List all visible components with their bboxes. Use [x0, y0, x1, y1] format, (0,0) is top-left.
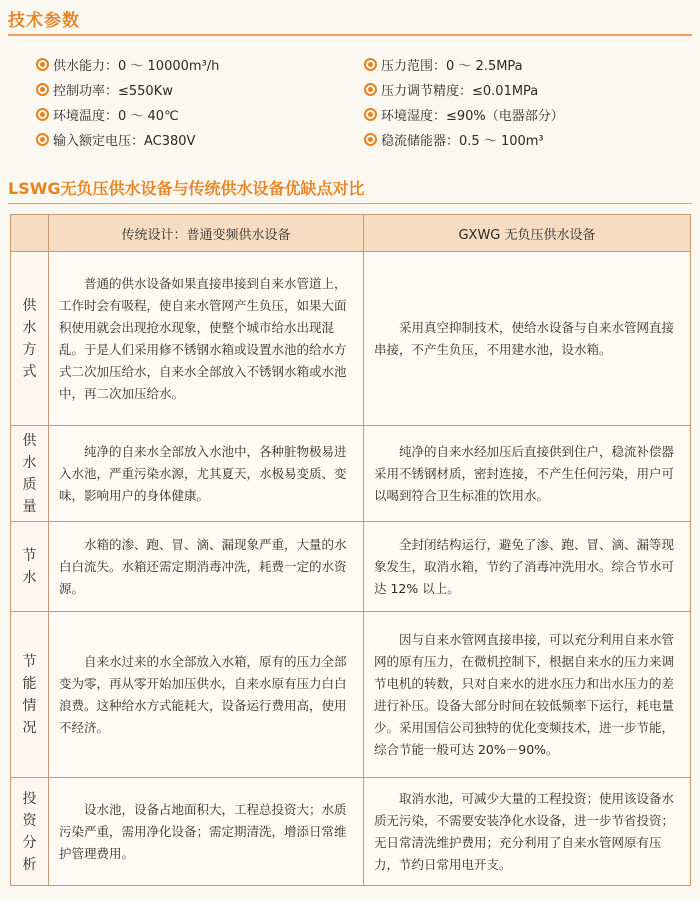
- bullet-icon: [36, 83, 49, 96]
- table-row: [11, 252, 691, 426]
- param-item: 压力范围：0 ～ 2.5MPa: [364, 55, 523, 74]
- tech-params-title: 技术参数: [8, 11, 80, 31]
- param-row: [36, 52, 686, 77]
- row-label: 供水方式: [11, 252, 49, 426]
- table-row: [11, 778, 691, 886]
- row-label: 节能情况: [11, 612, 49, 778]
- param-item: 压力调节精度：≤0.01MPa: [364, 80, 538, 99]
- param-item: 供水能力：0 ～ 10000m³/h: [36, 55, 364, 74]
- row-label: 投资分析: [11, 778, 49, 886]
- traditional-cell: 自来水过来的水全部放入水箱，原有的压力全部变为零，再从零开始加压供水，自来水原有压力白白浪费。这种给水方式能耗大，设备运行费用高，使用不经济。: [49, 612, 364, 778]
- param-item: 控制功率：≤550Kw: [36, 80, 364, 99]
- bullet-icon: [36, 133, 49, 146]
- table-row: [11, 522, 691, 612]
- bullet-icon: [364, 58, 377, 71]
- comparison-title: LSWG无负压供水设备与传统供水设备优缺点对比: [8, 179, 365, 198]
- traditional-cell: 普通的供水设备如果直接串接到自来水管道上，工作时会有吸程，使自来水管网产生负压，如果大面积使用就会出现抢水现象，使整个城市给水出现混乱。于是人们采用修不锈钢水箱或设置水池的给水方式二次加压给水，自来水全部放入不锈钢水箱或水池中，再二次加压给水。: [49, 252, 364, 426]
- bullet-icon: [36, 58, 49, 71]
- row-label: 节水: [11, 522, 49, 612]
- table-row: [11, 426, 691, 522]
- gxwg-cell: 因与自来水管网直接串接，可以充分利用自来水管网的原有压力，在微机控制下，根据自来水的压力来调节电机的转数，只对自来水的进水压力和出水压力的差进行补压。设备大部分时间在较低频率下运行，耗电量少。采用国信公司独特的优化变频技术，进一步节能，综合节能一般可达 20%－90%。: [364, 612, 691, 778]
- param-item: 输入额定电压：AC380V: [36, 130, 364, 149]
- param-item: 环境温度：0 ～ 40℃: [36, 105, 364, 124]
- param-row: [36, 102, 686, 127]
- bullet-icon: [36, 108, 49, 121]
- traditional-cell: 设水池，设备占地面积大，工程总投资大；水质污染严重，需用净化设备；需定期清洗，增添日常维护管理费用。: [49, 778, 364, 886]
- comparison-table: [10, 214, 691, 886]
- title-divider: [8, 34, 692, 36]
- bullet-icon: [364, 133, 377, 146]
- param-item: 环境湿度：≤90%（电器部分）: [364, 105, 564, 124]
- gxwg-cell: 取消水池，可减少大量的工程投资；使用该设备水质无污染，不需要安装净化水设备，进一步节省投资；无日常清洗维护费用；充分利用了自来水管网原有压力，节约日常用电开支。: [364, 778, 691, 886]
- param-row: [36, 77, 686, 102]
- header-traditional: 传统设计：普通变频供水设备: [49, 215, 364, 252]
- param-item: 稳流储能器：0.5 ～ 100m³: [364, 130, 544, 149]
- traditional-cell: 水箱的渗、跑、冒、滴、漏现象严重，大量的水白白流失。水箱还需定期消毒冲洗，耗费一定的水资源。: [49, 522, 364, 612]
- tech-params-list: [36, 52, 686, 152]
- bullet-icon: [364, 108, 377, 121]
- row-label: 供水质量: [11, 426, 49, 522]
- header-gxwg: GXWG 无负压供水设备: [364, 215, 691, 252]
- gxwg-cell: 全封闭结构运行，避免了渗、跑、冒、滴、漏等现象发生，取消水箱，节约了消毒冲洗用水。综合节水可达 12% 以上。: [364, 522, 691, 612]
- bullet-icon: [364, 83, 377, 96]
- comparison-divider: [8, 203, 692, 204]
- gxwg-cell: 采用真空抑制技术，使给水设备与自来水管网直接串接，不产生负压，不用建水池，设水箱。: [364, 252, 691, 426]
- header-blank: [11, 215, 49, 252]
- gxwg-cell: 纯净的自来水经加压后直接供到住户，稳流补偿器采用不锈钢材质，密封连接，不产生任何污染，用户可以喝到符合卫生标准的饮用水。: [364, 426, 691, 522]
- table-header-row: [11, 215, 691, 252]
- table-row: [11, 612, 691, 778]
- param-row: [36, 127, 686, 152]
- traditional-cell: 纯净的自来水全部放入水池中，各种脏物极易进入水池，严重污染水源，尤其夏天，水极易变质、变味，影响用户的身体健康。: [49, 426, 364, 522]
